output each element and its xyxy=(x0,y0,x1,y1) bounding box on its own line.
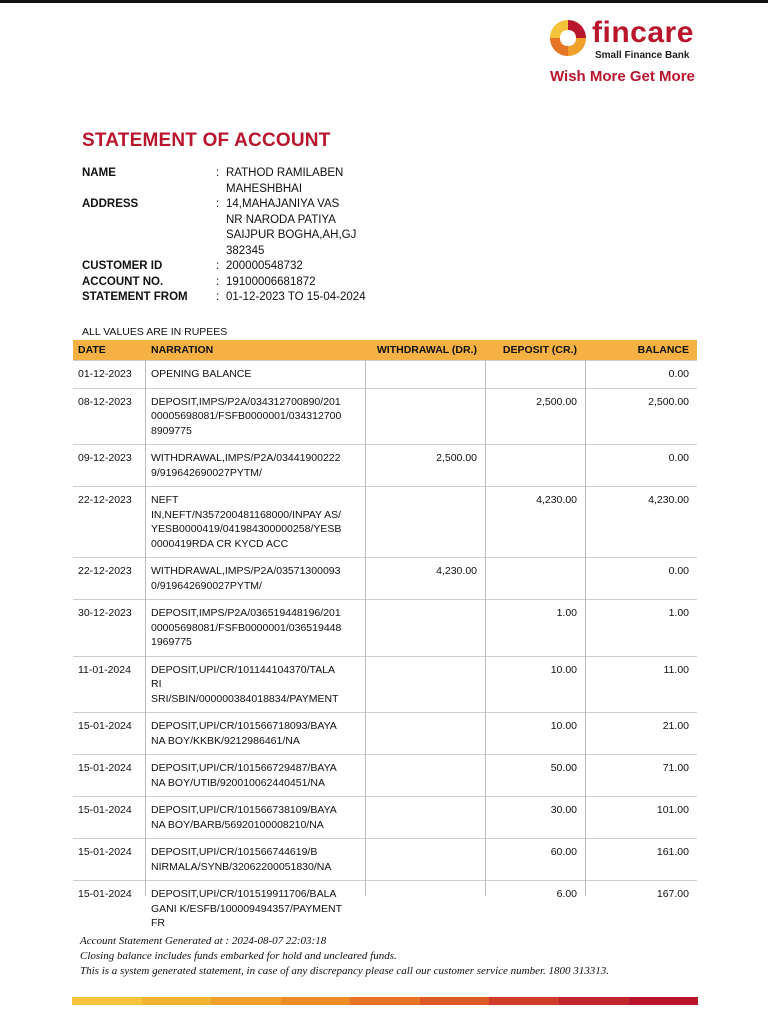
cell-balance: 0.00 xyxy=(668,452,689,464)
generated-timestamp: Account Statement Generated at : 2024-08-07 22:03:18 xyxy=(80,935,327,947)
table-row xyxy=(73,754,697,796)
name-row xyxy=(82,166,422,197)
cell-date: 01-12-2023 xyxy=(78,368,132,380)
table-row xyxy=(73,796,697,838)
color-bar-segment xyxy=(629,997,699,1005)
cell-balance: 71.00 xyxy=(662,762,689,774)
cell-deposit: 1.00 xyxy=(556,607,577,619)
cell-deposit: 10.00 xyxy=(550,663,577,676)
cell-deposit: 50.00 xyxy=(550,762,577,774)
closing-balance-note: Closing balance includes funds embarked for hold and uncleared funds. xyxy=(80,950,397,962)
table-row xyxy=(73,388,697,445)
address-label: ADDRESS xyxy=(82,198,139,210)
cell-balance: 21.00 xyxy=(662,720,689,732)
cell-withdrawal xyxy=(365,887,485,931)
table-row xyxy=(73,838,697,880)
cell-narration: NEFT IN,NEFT/N357200481168000/INPAY AS/ YESB0000419/041984300000258/YESB 0000419RDA CR KYCD ACC xyxy=(151,494,342,550)
cell-date: 30-12-2023 xyxy=(78,607,132,619)
customer-id-row xyxy=(82,259,422,275)
cell-balance: 1.00 xyxy=(668,607,689,619)
customer-id-value: 200000548732 xyxy=(226,260,303,272)
cell-deposit: 30.00 xyxy=(550,804,577,816)
fincare-logo-icon xyxy=(548,18,588,58)
cell-deposit: 4,230.00 xyxy=(536,494,577,506)
cell-withdrawal xyxy=(365,719,485,748)
transactions-table xyxy=(73,340,697,929)
cell-narration: OPENING BALANCE xyxy=(151,368,252,380)
cell-date: 15-01-2024 xyxy=(78,762,132,774)
header-date: DATE xyxy=(78,344,106,356)
cell-balance: 0.00 xyxy=(668,565,689,577)
cell-balance: 0.00 xyxy=(668,368,689,380)
cell-date: 08-12-2023 xyxy=(78,395,132,408)
table-row xyxy=(73,656,697,713)
cell-date: 15-01-2024 xyxy=(78,720,132,732)
table-row xyxy=(73,486,697,557)
account-value: 19100006681872 xyxy=(226,275,316,288)
bank-tagline: Wish More Get More xyxy=(550,68,695,85)
colon: : xyxy=(216,198,220,210)
color-bar-segment xyxy=(350,997,420,1005)
cell-withdrawal xyxy=(365,606,485,650)
page-title: STATEMENT OF ACCOUNT xyxy=(82,130,331,151)
cell-narration: DEPOSIT,UPI/CR/101144104370/TALA RI SRI/SBIN/000000384018834/PAYMENT xyxy=(151,663,339,705)
column-divider xyxy=(365,360,366,896)
cell-deposit: 6.00 xyxy=(556,888,577,900)
bank-name: fincare xyxy=(592,16,694,49)
table-header xyxy=(73,340,697,360)
address-row xyxy=(82,197,422,259)
cell-balance: 4,230.00 xyxy=(648,494,689,506)
values-note: ALL VALUES ARE IN RUPEES xyxy=(82,326,228,338)
statement-value: 01-12-2023 TO 15-04-2024 xyxy=(226,291,366,303)
cell-balance: 167.00 xyxy=(656,888,689,900)
cell-withdrawal xyxy=(365,845,485,874)
cell-date: 15-01-2024 xyxy=(78,888,132,900)
cell-narration: WITHDRAWAL,IMPS/P2A/03571300093 0/919642690027PYTM/ xyxy=(151,565,341,592)
header-balance: BALANCE xyxy=(637,344,689,356)
cell-narration: DEPOSIT,UPI/CR/101566718093/BAYA NA BOY/KKBK/9212986461/NA xyxy=(151,720,337,747)
color-bar-segment xyxy=(420,997,490,1005)
header-withdrawal: WITHDRAWAL (DR.) xyxy=(376,344,477,356)
column-divider xyxy=(145,360,146,896)
table-row xyxy=(73,444,697,486)
statement-period-row xyxy=(82,290,422,306)
name-label: NAME xyxy=(82,167,116,179)
column-divider xyxy=(585,360,586,896)
cell-withdrawal xyxy=(365,663,485,707)
table-row xyxy=(73,599,697,656)
statement-label: STATEMENT FROM xyxy=(82,291,188,303)
address-value: 14,MAHAJANIYA VAS NR NARODA PATIYA SAIJPUR BOGHA,AH,GJ 382345 xyxy=(226,198,357,257)
column-divider xyxy=(485,360,486,896)
cell-withdrawal xyxy=(365,803,485,832)
cell-balance: 161.00 xyxy=(656,846,689,858)
color-bar-segment xyxy=(489,997,559,1005)
cell-withdrawal xyxy=(365,493,485,551)
color-bar-segment xyxy=(211,997,281,1005)
cell-date: 15-01-2024 xyxy=(78,804,132,816)
cell-withdrawal xyxy=(365,367,485,382)
colon: : xyxy=(216,260,220,272)
colon: : xyxy=(216,291,220,303)
cell-narration: DEPOSIT,IMPS/P2A/036519448196/201 00005698081/FSFB0000001/036519448 1969775 xyxy=(151,607,342,648)
table-body xyxy=(73,360,697,929)
cell-date: 15-01-2024 xyxy=(78,846,132,858)
cell-withdrawal: 4,230.00 xyxy=(436,565,477,577)
cell-narration: DEPOSIT,UPI/CR/101519911706/BALA GANI K/ESFB/100009494357/PAYMENT FR xyxy=(151,888,343,929)
table-row xyxy=(73,360,697,388)
cell-deposit xyxy=(485,564,585,593)
color-bar-segment xyxy=(142,997,212,1005)
cell-withdrawal: 2,500.00 xyxy=(436,452,477,464)
statement-footer xyxy=(80,934,609,979)
account-label: ACCOUNT NO. xyxy=(82,275,164,288)
cell-narration: DEPOSIT,UPI/CR/101566744619/B NIRMALA/SYNB/32062200051830/NA xyxy=(151,846,332,873)
cell-date: 22-12-2023 xyxy=(78,565,132,577)
cell-deposit: 2,500.00 xyxy=(536,395,577,408)
cell-balance: 101.00 xyxy=(656,804,689,816)
header-deposit: DEPOSIT (CR.) xyxy=(502,344,577,356)
cell-balance: 11.00 xyxy=(663,663,689,676)
cell-deposit xyxy=(485,367,585,382)
cell-narration: WITHDRAWAL,IMPS/P2A/03441900222 9/919642690027PYTM/ xyxy=(151,452,341,479)
cell-deposit: 10.00 xyxy=(550,720,577,732)
disclaimer: This is a system generated statement, in case of any discrepancy please call our customer service number. 1800 313313. xyxy=(80,965,610,977)
brand-color-bar xyxy=(72,997,698,1005)
cell-withdrawal xyxy=(365,395,485,439)
cell-date: 22-12-2023 xyxy=(78,494,132,506)
cell-date: 09-12-2023 xyxy=(78,452,132,464)
bank-subtitle: Small Finance Bank xyxy=(595,50,690,61)
cell-narration: DEPOSIT,IMPS/P2A/034312700890/201 00005698081/FSFB0000001/034312700 8909775 xyxy=(151,395,342,437)
table-row xyxy=(73,712,697,754)
cell-deposit xyxy=(485,451,585,480)
colon: : xyxy=(216,275,220,288)
color-bar-segment xyxy=(281,997,351,1005)
header-narration: NARRATION xyxy=(151,344,214,356)
color-bar-segment xyxy=(72,997,142,1005)
cell-withdrawal xyxy=(365,761,485,790)
cell-deposit: 60.00 xyxy=(550,846,577,858)
cell-narration: DEPOSIT,UPI/CR/101566738109/BAYA NA BOY/BARB/56920100008210/NA xyxy=(151,804,337,831)
cell-date: 11-01-2024 xyxy=(78,663,131,676)
name-value: RATHOD RAMILABEN MAHESHBHAI xyxy=(226,167,344,195)
top-border xyxy=(0,0,768,3)
customer-id-label: CUSTOMER ID xyxy=(82,260,163,272)
customer-info xyxy=(82,166,422,306)
table-row xyxy=(73,880,697,937)
colon: : xyxy=(216,167,220,179)
cell-narration: DEPOSIT,UPI/CR/101566729487/BAYA NA BOY/UTIB/920010062440451/NA xyxy=(151,762,337,789)
account-row xyxy=(82,275,422,291)
color-bar-segment xyxy=(559,997,629,1005)
table-row xyxy=(73,557,697,599)
cell-balance: 2,500.00 xyxy=(648,395,689,408)
